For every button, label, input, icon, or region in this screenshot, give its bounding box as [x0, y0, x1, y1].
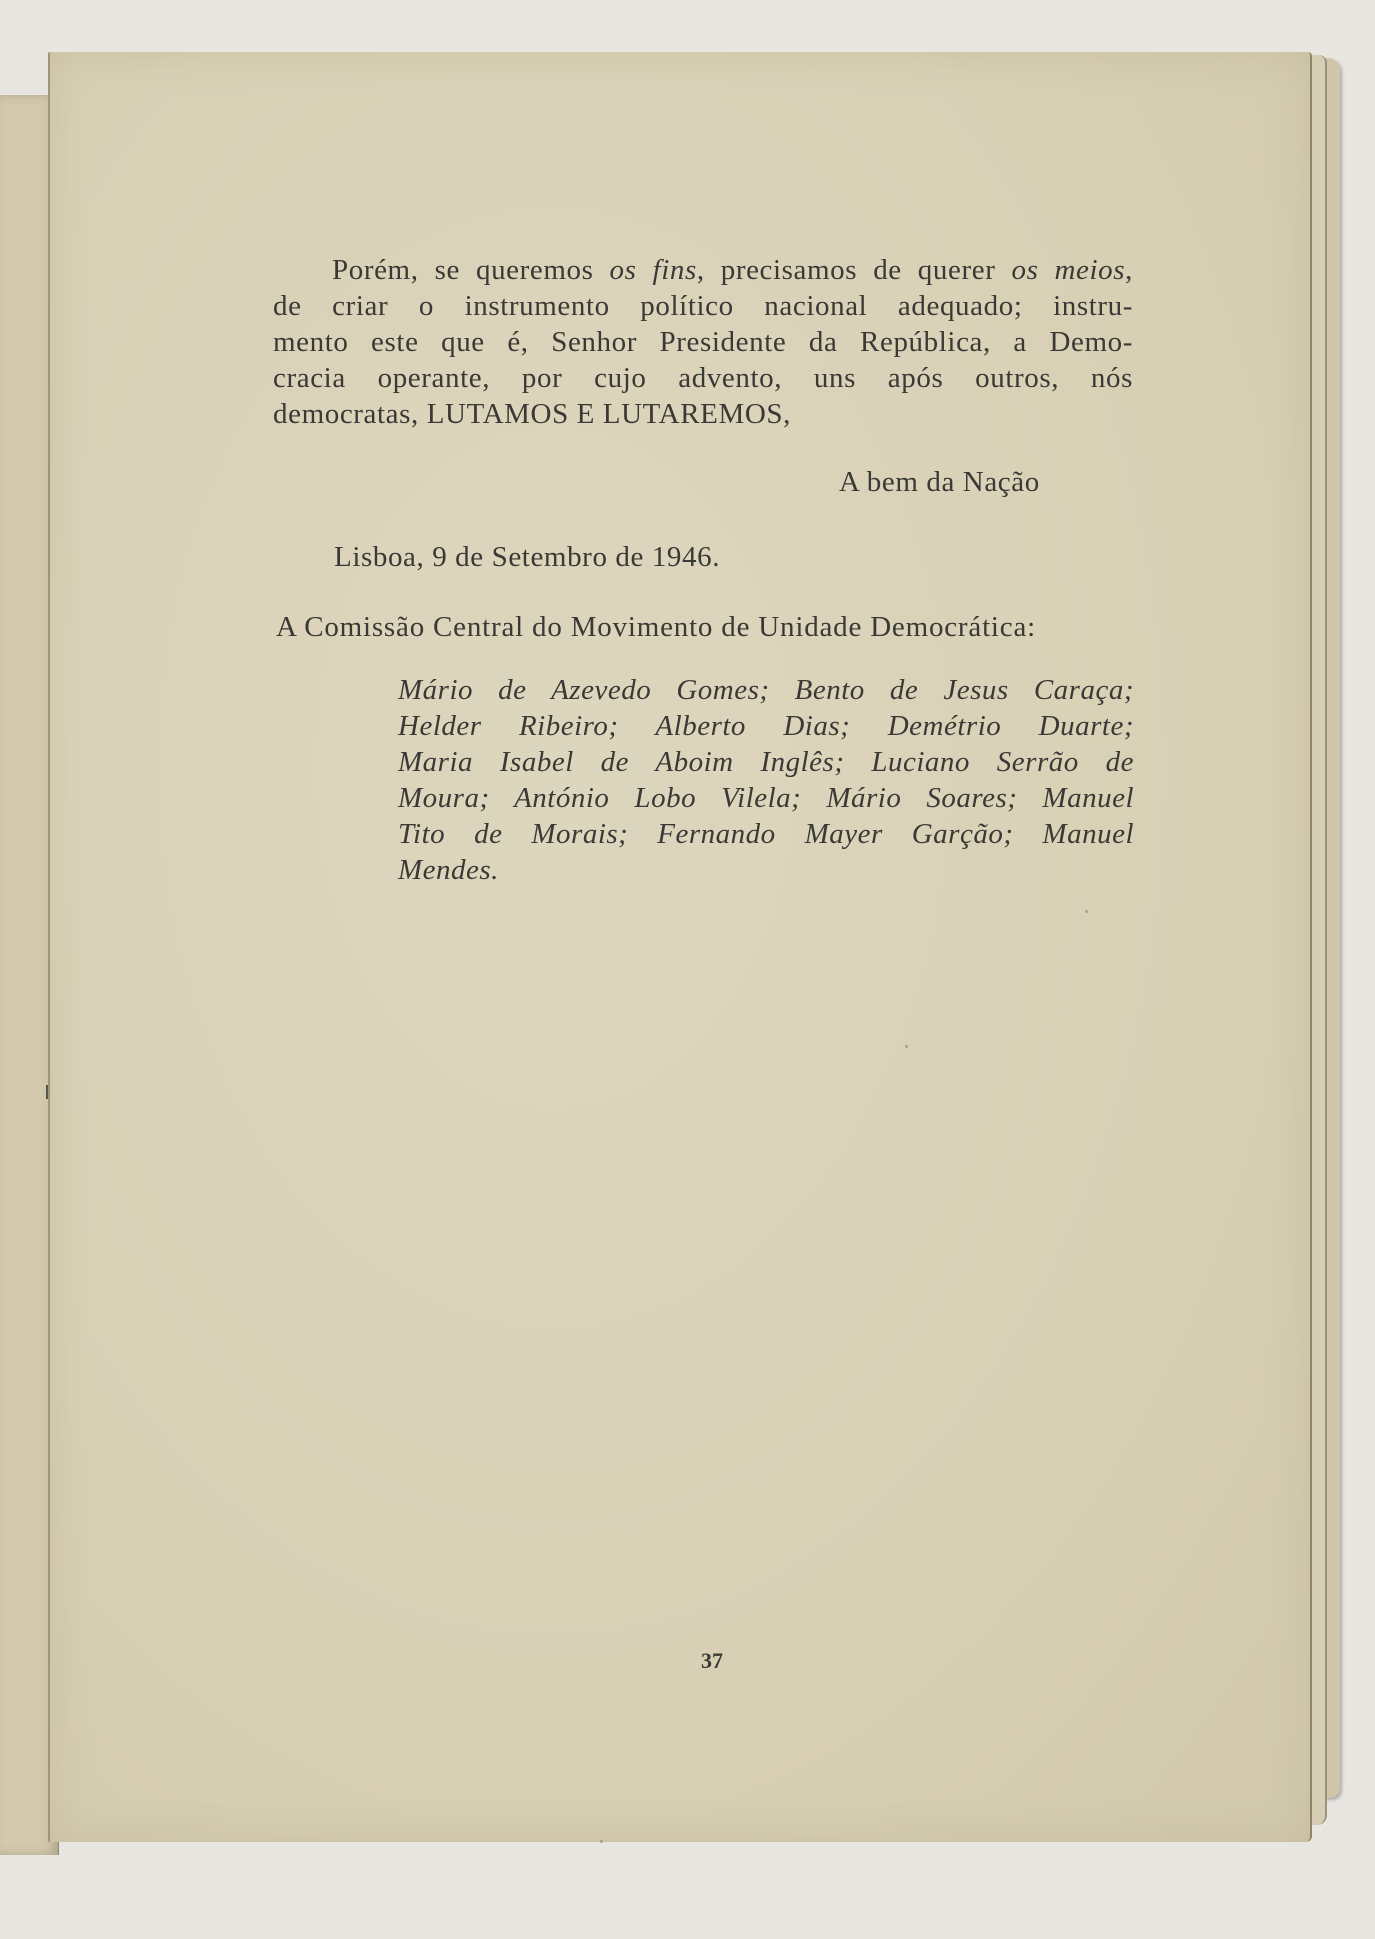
- place-date: Lisboa, 9 de Setembro de 1946.: [334, 541, 721, 573]
- signatories-line-1: Mário de Azevedo Gomes; Bento de Jesus Caraça;: [398, 674, 1134, 706]
- main-paragraph: [273, 252, 1133, 432]
- paper-speck: [600, 1840, 603, 1843]
- emphasis-meios: os meios: [1011, 254, 1126, 286]
- committee-heading: A Comissão Central do Movimento de Unidade Democrática:: [276, 611, 1036, 643]
- paragraph-line-4: cracia operante, por cujo advento, uns após outros, nós: [273, 362, 1133, 394]
- paragraph-line-2: de criar o instrumento político nacional adequado; instru-: [273, 290, 1133, 322]
- page-number: 37: [701, 1648, 723, 1673]
- paper-speck: [1085, 910, 1088, 913]
- paragraph-line-5: democratas, LUTAMOS E LUTAREMOS,: [273, 398, 791, 430]
- signatories-list: [398, 672, 1134, 888]
- signatories-line-6: Mendes.: [398, 854, 499, 886]
- emphasis-fins: os fins: [609, 254, 697, 286]
- paragraph-line-1: Porém, se queremos os fins, precisamos de querer os meios,: [332, 254, 1133, 286]
- closing-salutation: A bem da Nação: [839, 466, 1040, 498]
- signatories-line-4: Moura; António Lobo Vilela; Mário Soares; Manuel: [398, 782, 1134, 814]
- paragraph-line-3: mento este que é, Senhor Presidente da República, a Demo-: [273, 326, 1133, 358]
- paper-speck: [905, 1045, 908, 1048]
- signatories-line-2: Helder Ribeiro; Alberto Dias; Demétrio Duarte;: [398, 710, 1134, 742]
- signatories-line-3: Maria Isabel de Aboim Inglês; Luciano Serrão de: [398, 746, 1134, 778]
- signatories-line-5: Tito de Morais; Fernando Mayer Garção; Manuel: [398, 818, 1134, 850]
